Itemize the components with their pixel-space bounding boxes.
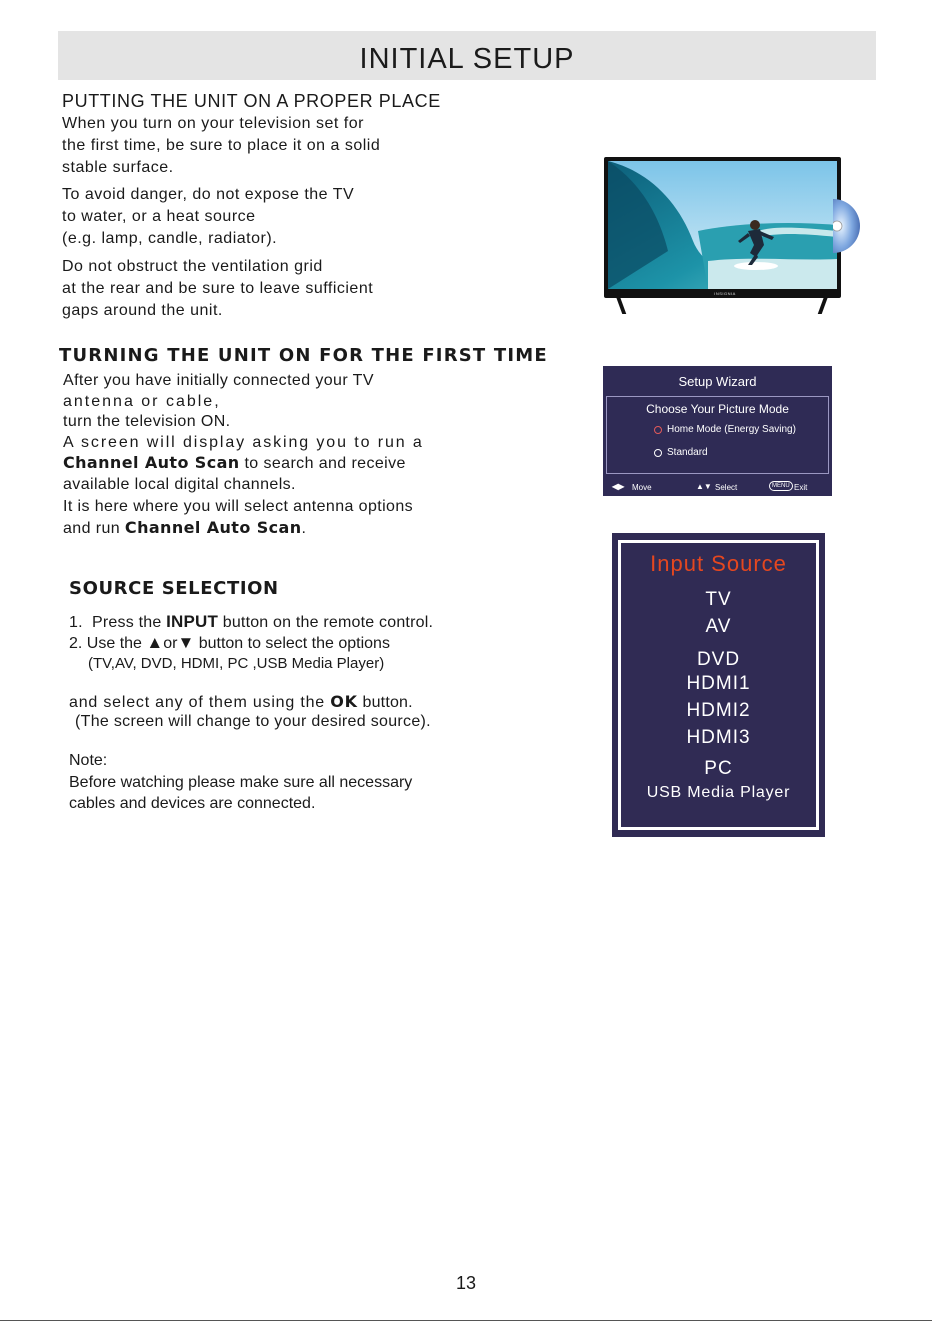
channel-auto-scan-term: Channel Auto Scan (124, 517, 302, 537)
select-arrows-icon: ▲▼ (696, 482, 712, 491)
source-item-tv: TV (705, 589, 732, 610)
text-line: cables and devices are connected. (69, 795, 316, 812)
text-line: It is here where you will select antenna options (63, 498, 414, 515)
placing-paragraph-2 (62, 184, 354, 250)
tv-right-leg (818, 296, 829, 314)
tv-screen-image (608, 161, 837, 289)
source-options-list: (TV,AV, DVD, HDMI, PC ,USB Media Player) (88, 655, 385, 672)
note-label: Note: (69, 752, 108, 769)
wizard-panel (606, 396, 829, 474)
text-line: (e.g. lamp, candle, radiator). (62, 230, 278, 247)
text-span: or (163, 635, 178, 652)
source-step-2 (69, 633, 390, 653)
text-span: 1. Press the (69, 614, 167, 631)
text-span: button. (357, 694, 413, 711)
placing-paragraph-1 (62, 113, 380, 179)
note-text (69, 772, 412, 814)
source-item-hdmi1: HDMI1 (686, 673, 751, 694)
text-span: 2. Use the (69, 635, 147, 652)
wizard-option-label: Home Mode (Energy Saving) (667, 424, 796, 435)
menu-key-icon: MENU (769, 481, 793, 491)
text-span: button to select the options (194, 635, 390, 652)
wizard-subtitle: Choose Your Picture Mode (646, 402, 789, 416)
text-span: button on the remote control. (218, 614, 434, 631)
wizard-option-label: Standard (667, 447, 708, 458)
disc-icon (833, 199, 867, 253)
radio-icon (654, 449, 662, 457)
first-time-paragraph (63, 371, 424, 539)
tv-brand-logo: INSIGNIA (714, 291, 736, 296)
footer-select-label: Select (715, 483, 738, 492)
text-line: A screen will display asking you to run a (63, 433, 424, 451)
source-item-pc: PC (704, 758, 733, 779)
source-select-instruction (69, 692, 413, 712)
text-line: stable surface. (62, 159, 174, 176)
text-line (63, 453, 424, 475)
text-line: To avoid danger, do not expose the TV (62, 186, 355, 203)
source-item-dvd: DVD (696, 649, 741, 670)
source-item-usb: USB Media Player (646, 784, 791, 801)
text-line: Before watching please make sure all necessary (69, 774, 413, 791)
radio-selected-icon (654, 426, 662, 434)
move-arrows-icon: ◀▶ (612, 482, 625, 491)
down-triangle-icon: ▼ (177, 633, 195, 652)
text-line (63, 518, 424, 540)
footer-move-label: Move (632, 483, 652, 492)
text-line: to water, or a heat source (62, 208, 256, 225)
wizard-option-home (654, 424, 796, 435)
channel-auto-scan-term: Channel Auto Scan (63, 453, 240, 472)
bottom-divider (0, 1320, 932, 1321)
page-title: INITIAL SETUP (359, 43, 575, 75)
source-step-1 (69, 612, 433, 632)
placing-paragraph-3 (62, 256, 373, 322)
up-triangle-icon: ▲ (146, 633, 164, 652)
tv-left-leg (616, 296, 627, 314)
footer-exit-label: Exit (794, 483, 808, 492)
input-key-term: INPUT (166, 612, 219, 631)
input-source-screen (612, 533, 825, 837)
setup-wizard-screen (603, 366, 832, 496)
text-line: Do not obstruct the ventilation grid (62, 258, 323, 275)
source-item-hdmi3: HDMI3 (686, 727, 751, 748)
text-span: . (301, 519, 307, 537)
text-line: available local digital channels. (63, 475, 296, 493)
text-line: When you turn on your television set for (62, 115, 364, 132)
source-selection-title: SOURCE SELECTION (69, 578, 279, 599)
text-span: and run (63, 519, 125, 537)
text-line: After you have initially connected your TV (63, 372, 374, 389)
first-time-section-title: TURNING THE UNIT ON FOR THE FIRST TIME (59, 345, 548, 366)
text-line: gaps around the unit. (62, 302, 223, 319)
ok-key-term: OK (330, 692, 358, 711)
text-span: and select any of them using the (69, 694, 331, 711)
wizard-footer (603, 478, 832, 496)
text-span: to search and receive (239, 455, 406, 472)
wizard-title: Setup Wizard (678, 374, 757, 389)
source-item-hdmi2: HDMI2 (686, 700, 751, 721)
input-source-title: Input Source (650, 551, 787, 576)
text-line: at the rear and be sure to leave sufficient (62, 280, 374, 297)
source-item-av: AV (705, 616, 732, 637)
wizard-option-standard (654, 447, 708, 458)
text-line: the first time, be sure to place it on a solid (62, 137, 381, 154)
placing-section-title: PUTTING THE UNIT ON A PROPER PLACE (62, 91, 441, 111)
text-line: turn the television ON. (63, 413, 231, 430)
header-bar (58, 31, 876, 80)
page-number: 13 (455, 1273, 477, 1293)
text-line: antenna or cable, (63, 392, 221, 410)
source-change-note: (The screen will change to your desired source). (75, 713, 431, 730)
